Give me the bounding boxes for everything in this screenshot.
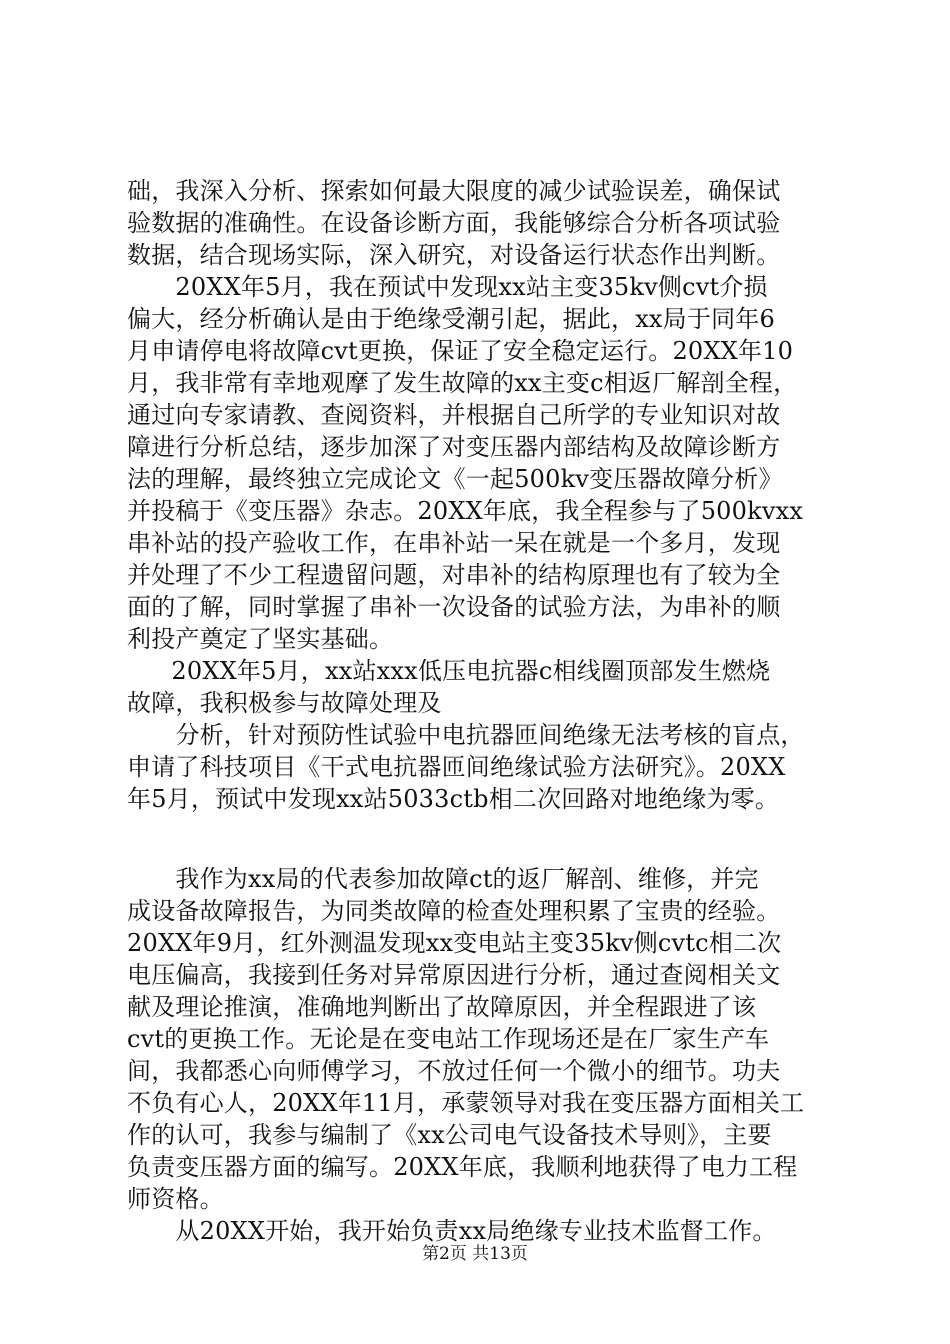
- body-line: 通过向专家请教、查阅资料，并根据自己所学的专业知识对故: [127, 401, 781, 429]
- body-line: 础，我深入分析、探索如何最大限度的减少试验误差，确保试: [127, 177, 781, 205]
- body-line: 月申请停电将故障cvt更换，保证了安全稳定运行。20XX年10: [127, 337, 794, 365]
- body-line: 故障，我积极参与故障处理及: [127, 689, 442, 717]
- body-line: 20XX年5月，我在预试中发现xx站主变35kv侧cvt介损: [127, 273, 768, 301]
- body-line: 月，我非常有幸地观摩了发生故障的xx主变c相返厂解剖全程，: [127, 369, 798, 397]
- body-line: 年5月，预试中发现xx站5033ctb相二次回路对地绝缘为零。: [127, 785, 780, 813]
- body-line: 从20XX开始，我开始负责xx局绝缘专业技术监督工作。: [127, 1217, 777, 1245]
- body-line: 面的了解，同时掌握了串补一次设备的试验方法，为串补的顺: [127, 593, 781, 621]
- body-line: 利投产奠定了坚实基础。: [127, 625, 394, 653]
- body-line: 师资格。: [127, 1185, 224, 1213]
- body-line: cvt的更换工作。无论是在变电站工作现场还是在厂家生产车: [127, 1025, 770, 1053]
- body-line: 间，我都悉心向师傅学习，不放过任何一个微小的细节。功夫: [127, 1057, 781, 1085]
- body-line: 我作为xx局的代表参加故障ct的返厂解剖、维修，并完: [127, 865, 759, 893]
- body-line: 20XX年5月，xx站xxx低压电抗器c相线圈顶部发生燃烧: [123, 657, 771, 685]
- body-line: 20XX年9月，红外测温发现xx变电站主变35kv侧cvtc相二次: [127, 929, 782, 957]
- body-line: 成设备故障报告，为同类故障的检查处理积累了宝贵的经验。: [127, 897, 781, 925]
- body-line: 申请了科技项目《干式电抗器匝间绝缘试验方法研究》。20XX: [127, 753, 786, 781]
- body-line: 分析，针对预防性试验中电抗器匝间绝缘无法考核的盲点，: [127, 721, 805, 749]
- body-line: 数据，结合现场实际，深入研究，对设备运行状态作出判断。: [127, 241, 781, 269]
- body-line: 献及理论推演，准确地判断出了故障原因，并全程跟进了该: [127, 993, 757, 1021]
- page-footer: [0, 1243, 950, 1265]
- body-line: 并处理了不少工程遗留问题，对串补的结构原理也有了较为全: [127, 561, 781, 589]
- body-line: 法的理解，最终独立完成论文《一起500kv变压器故障分析》: [127, 465, 783, 493]
- body-line: 负责变压器方面的编写。20XX年底，我顺利地获得了电力工程: [127, 1153, 798, 1181]
- body-line: 并投稿于《变压器》杂志。20XX年底，我全程参与了500kvxx: [127, 497, 804, 525]
- body-line: 验数据的准确性。在设备诊断方面，我能够综合分析各项试验: [127, 209, 781, 237]
- body-line: 作的认可，我参与编制了《xx公司电气设备技术导则》，主要: [127, 1121, 772, 1149]
- body-line: 电压偏高，我接到任务对异常原因进行分析，通过查阅相关文: [127, 961, 781, 989]
- page-total: 共13页: [472, 1244, 528, 1264]
- body-line: 不负有心人，20XX年11月，承蒙领导对我在变压器方面相关工: [127, 1089, 805, 1117]
- body-line: 串补站的投产验收工作，在串补站一呆在就是一个多月，发现: [127, 529, 781, 557]
- body-line: 障进行分析总结，逐步加深了对变压器内部结构及故障诊断方: [127, 433, 781, 461]
- body-line: 偏大，经分析确认是由于绝缘受潮引起，据此，xx局于同年6: [127, 305, 775, 333]
- page-number: 第2页: [422, 1244, 467, 1264]
